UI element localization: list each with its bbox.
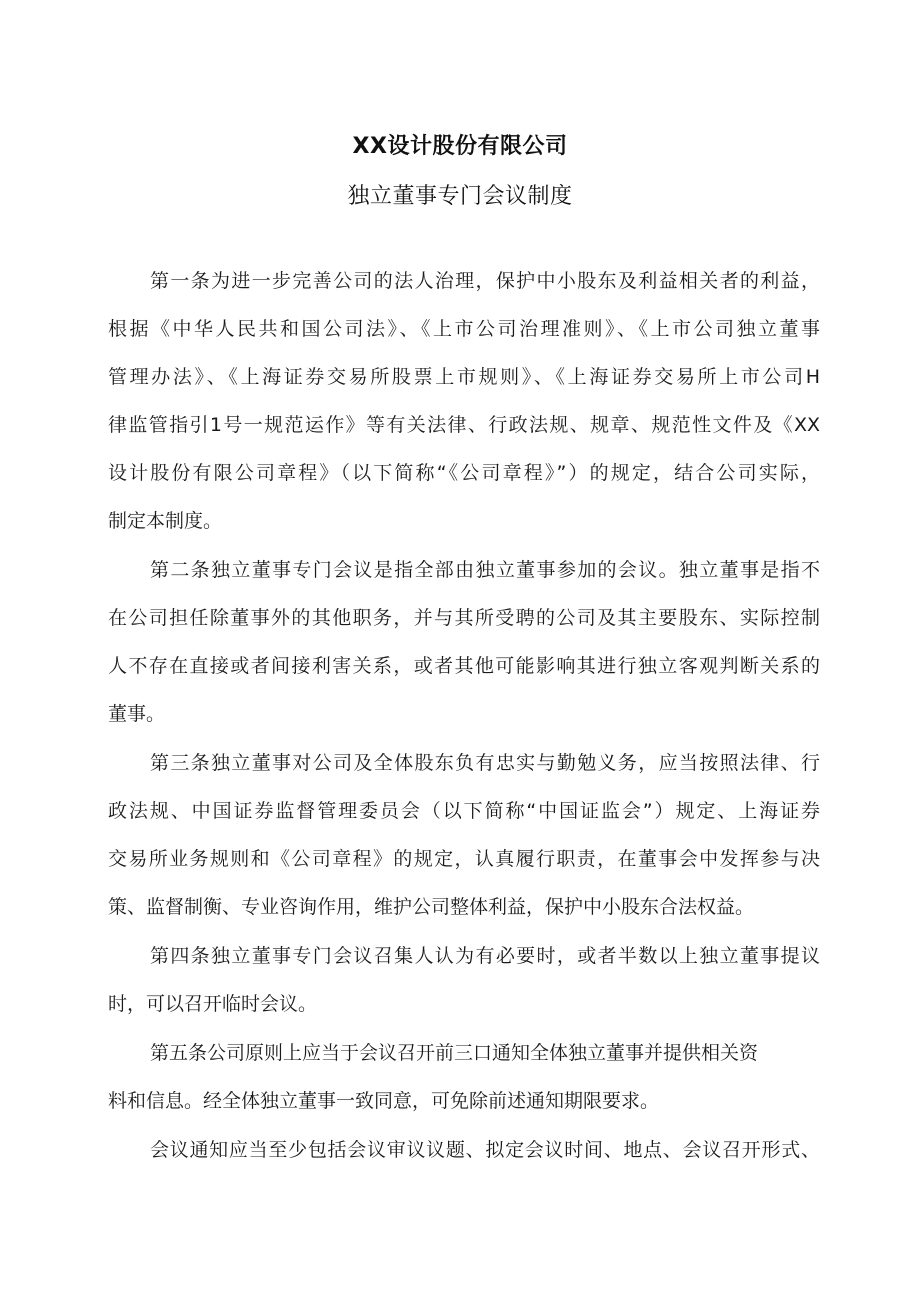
text-line: 策、监督制衡、专业咨询作用，维护公司整体利益，保护中小股东合法权益。: [108, 896, 755, 918]
paragraph-article-3: [108, 739, 820, 931]
text-line: 第四条独立董事专门会议召集人认为有必要时，或者半数以上独立董事提议: [150, 945, 820, 967]
text-line: 时，可以召开临时会议。: [108, 993, 318, 1015]
text-line: 政法规、中国证券监督管理委员会（以下简称“中国证监会”）规定、上海证券: [108, 800, 820, 822]
text-line: 第一条为进一步完善公司的法人治理，保护中小股东及利益相关者的利益，: [150, 270, 820, 292]
text-line: 交易所业务规则和《公司章程》的规定，认真履行职责，在董事会中发挥参与决: [108, 848, 820, 870]
text-line: 人不存在直接或者间接利害关系，或者其他可能影响其进行独立客观判断关系的: [108, 655, 820, 677]
text-line: 料和信息。经全体独立董事一致同意，可免除前述通知期限要求。: [108, 1090, 660, 1112]
paragraph-article-1: [108, 257, 820, 545]
text-line: 在公司担任除董事外的其他职务，并与其所受聘的公司及其主要股东、实际控制: [108, 607, 820, 629]
text-line: 会议通知应当至少包括会议审议议题、拟定会议时间、地点、会议召开形式、: [150, 1139, 820, 1161]
text-line: 设计股份有限公司章程》（以下简称“《公司章程》”）的规定，结合公司实际，: [108, 462, 820, 484]
text-line: 制定本制度。: [108, 510, 223, 532]
text-line: 第五条公司原则上应当于会议召开前三口通知全体独立董事并提供相关资: [150, 1042, 759, 1064]
text-line: 第三条独立董事对公司及全体股东负有忠实与勤勉义务，应当按照法律、行: [150, 752, 820, 774]
paragraph-article-4: [108, 932, 820, 1028]
paragraph-notice-content: [108, 1126, 820, 1174]
paragraph-article-5: [108, 1029, 820, 1125]
document-body: [108, 257, 820, 1175]
text-line: 管理办法》、《上海证券交易所股票上市规则》、《上海证券交易所上市公司H: [108, 366, 820, 388]
text-line: 律监管指引1号一规范运作》等有关法律、行政法规、规章、规范性文件及《XX: [108, 414, 820, 436]
document-title: 独立董事专门会议制度: [347, 184, 573, 209]
text-line: 根据《中华人民共和国公司法》、《上市公司治理准则》、《上市公司独立董事: [108, 318, 820, 340]
company-title: XX设计股份有限公司: [352, 134, 568, 159]
text-line: 第二条独立董事专门会议是指全部由独立董事参加的会议。独立董事是指不: [150, 559, 820, 581]
paragraph-article-2: [108, 546, 820, 738]
title-block: [0, 122, 920, 222]
text-line: 董事。: [108, 703, 166, 725]
